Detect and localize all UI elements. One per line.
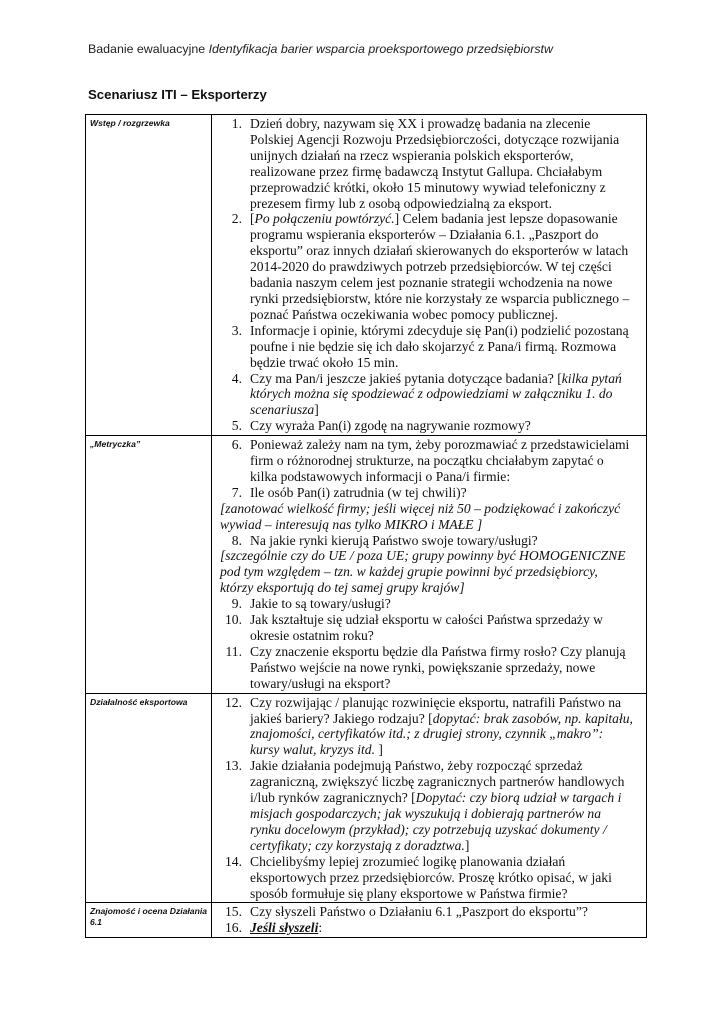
question-number: 4. — [231, 370, 242, 386]
question-text — [250, 371, 634, 419]
question-item — [212, 644, 634, 692]
question-text — [250, 644, 634, 692]
question-item — [212, 485, 634, 501]
interviewer-note: [szczególnie czy do UE / poza UE; grupy powinny być HOMOGENICZNE pod tym względem – tzn. w każdej grupie powinni być przedsiębiorcy, którzy eksportują do tej samej grupy krajów] — [220, 548, 626, 596]
question-text-segment: Czy wyraża Pan(i) zgodę na nagrywanie rozmowy? — [250, 418, 531, 434]
question-text-segment: Czy ma Pan/i jeszcze jakieś pytania dotyczące badania? [ — [250, 370, 562, 386]
question-text-segment: ] — [464, 837, 470, 853]
question-number: 16. — [225, 920, 242, 936]
question-number: 6. — [231, 437, 242, 453]
question-text-segment: Chcielibyśmy lepiej zrozumieć logikę planowania działań eksportowych przez przedsiębiorców. Proszę krótko opisać, w jaki sposób formułuje się plany eksportowe w Państwa firmie? — [250, 853, 612, 901]
question-text — [250, 323, 634, 371]
section-row — [86, 115, 647, 436]
question-number: 14. — [225, 853, 242, 869]
question-text — [250, 904, 634, 920]
question-item — [212, 596, 634, 612]
question-text — [250, 211, 634, 322]
question-number: 15. — [225, 904, 242, 920]
question-item — [212, 904, 634, 920]
scenario-table-body — [86, 115, 647, 938]
section-content — [212, 436, 647, 694]
section-row — [86, 436, 647, 694]
question-text-segment: Dzień dobry, nazywam się XX i prowadzę badania na zlecenie Polskiej Agencji Rozwoju Przedsiębiorczości, dotyczące rozwijania unijnych działań na rzecz wspierania polskich eksporterów, realizowane przez firmę badawczą Instytut Gallupa. Chciałabym przeprowadzić krótki, około 15 minutowy wywiad telefoniczny z prezesem firmy lub z osobą odpowiedzialną za eksport. — [250, 116, 620, 211]
question-item — [212, 612, 634, 644]
question-item — [212, 854, 634, 902]
question-text — [250, 854, 634, 902]
question-text-segment: Ile osób Pan(i) zatrudnia (w tej chwili)? — [250, 484, 467, 500]
question-text-segment: Czy rozwijając / planując rozwinięcie eksportu, natrafili Państwo na jakieś bariery? Jakiego rodzaju? [ — [250, 694, 622, 726]
header-prefix: Badanie ewaluacyjne — [88, 42, 209, 56]
question-text-segment: Ponieważ zależy nam na tym, żeby porozmawiać z przedstawicielami firm o różnorodnej strukturze, na początku chciałabym zapytać o kilka podstawowych informacji o Pana/i firmie: — [250, 437, 630, 484]
scenario-table — [85, 114, 647, 938]
question-item — [212, 695, 634, 759]
section-label: Wstęp / rozgrzewka — [86, 115, 212, 436]
question-number: 9. — [231, 596, 242, 612]
question-text — [250, 116, 634, 211]
question-item — [212, 418, 634, 434]
question-text — [250, 920, 634, 936]
question-text-segment: Czy słyszeli Państwo o Działaniu 6.1 „Paszport do eksportu”? — [250, 904, 588, 920]
document-title: Scenariusz ITI – Eksporterzy — [88, 87, 267, 102]
question-text-emphasis: Jeśli słyszeli — [250, 920, 319, 936]
question-text-segment: Jakie to są towary/usługi? — [250, 596, 391, 612]
section-label: „Metryczka” — [86, 436, 212, 694]
question-item — [212, 437, 634, 485]
question-text — [250, 533, 634, 549]
question-item — [212, 116, 634, 211]
page-header — [88, 42, 648, 56]
question-text-segment: Jak kształtuje się udział eksportu w całości Państwa sprzedaży w okresie ostatnim roku? — [250, 612, 603, 643]
question-text-segment: ] Celem badania jest lepsze dopasowanie programu wspierania eksporterów – Działania 6.1. „Paszport do eksportu” oraz innych działań skierowanych do eksporterów w latach 2014-2020 do prawdziwych potrzeb przedsiębiorców. W tej części badania naszym celem jest poznanie strategii wchodzenia na nowe rynki przedsiębiorstw, które nie korzystały ze wsparcia publicznego – poznać Państwa oczekiwania wobec pomocy publicznej. — [250, 211, 630, 322]
question-number: 12. — [225, 694, 242, 710]
section-content — [212, 693, 647, 903]
header-study-title: Identyfikacja barier wsparcia proeksportowego przedsiębiorstw — [208, 42, 553, 56]
question-text — [250, 758, 634, 853]
section-label: Działalność eksportowa — [86, 693, 212, 903]
question-text-segment: ] — [314, 402, 319, 418]
question-item — [212, 920, 634, 936]
question-text — [250, 695, 634, 759]
question-text-segment: Jakie działania podejmują Państwo, żeby rozpocząć sprzedaż zagraniczną, zwiększyć liczbę zagranicznych partnerów handlowych i/lub rynków zagranicznych? [ — [250, 758, 625, 806]
question-item — [212, 323, 634, 371]
question-text — [250, 437, 634, 485]
question-item — [212, 371, 634, 419]
question-text-emphasis: Po połączeniu powtórzyć. — [254, 211, 395, 227]
section-content — [212, 903, 647, 938]
question-number: 3. — [231, 322, 242, 338]
question-text — [250, 418, 634, 434]
question-text-segment: ] — [374, 742, 383, 758]
question-number: 7. — [231, 484, 242, 500]
question-number: 5. — [231, 418, 242, 434]
question-text — [250, 485, 634, 501]
interviewer-note: [zanotować wielkość firmy; jeśli więcej niż 50 – podziękować i zakończyć wywiad – interesują nas tylko MIKRO i MAŁE ] — [220, 500, 621, 532]
question-item — [212, 533, 634, 549]
question-number: 8. — [231, 532, 242, 548]
question-text — [250, 596, 634, 612]
question-number: 10. — [225, 612, 242, 628]
question-text-segment: Czy znaczenie eksportu będzie dla Państwa firmy rosło? Czy planują Państwo wejście na nowe rynki, powiększanie sprzedaży, nowe towary/usługi na eksport? — [250, 643, 626, 691]
section-label: Znajomość i ocena Działania 6.1 — [86, 903, 212, 938]
section-content — [212, 115, 647, 436]
section-row — [86, 693, 647, 903]
section-row — [86, 903, 647, 938]
question-number: 13. — [225, 758, 242, 774]
question-text-segment: Informacje i opinie, którymi zdecyduje się Pan(i) podzielić pozostaną poufne i nie będzie się ich dało skojarzyć z Pana/i firmą. Rozmowa będzie trwać około 15 min. — [250, 322, 629, 370]
question-item — [212, 758, 634, 853]
question-number: 2. — [231, 211, 242, 227]
question-text-segment: [ — [250, 211, 255, 227]
question-text-emphasis: dopytać: brak zasobów, np. kapitału, znajomości, certyfikatów itd.; z drugiej strony, czynnik „makro”: kursy walut, kryzys itd. — [250, 710, 633, 758]
question-text-segment: Na jakie rynki kierują Państwo swoje towary/usługi? — [250, 532, 538, 548]
question-text-emphasis: kilka pytań których można się spodziewać z odpowiedziami w załączniku 1. do scenariusza — [250, 370, 622, 418]
question-text — [250, 612, 634, 644]
question-item — [212, 211, 634, 322]
question-number: 11. — [225, 643, 242, 659]
question-number: 1. — [231, 116, 242, 131]
question-text-emphasis: Dopytać: czy biorą udział w targach i misjach gospodarczych; jak wyszukują i dobierają partnerów na rynku docelowym (przykład); czy potrzebują uzyskać dokumenty / certyfikaty; czy korzystają z doradztwa. — [250, 790, 622, 853]
question-text-segment: : — [318, 920, 323, 936]
